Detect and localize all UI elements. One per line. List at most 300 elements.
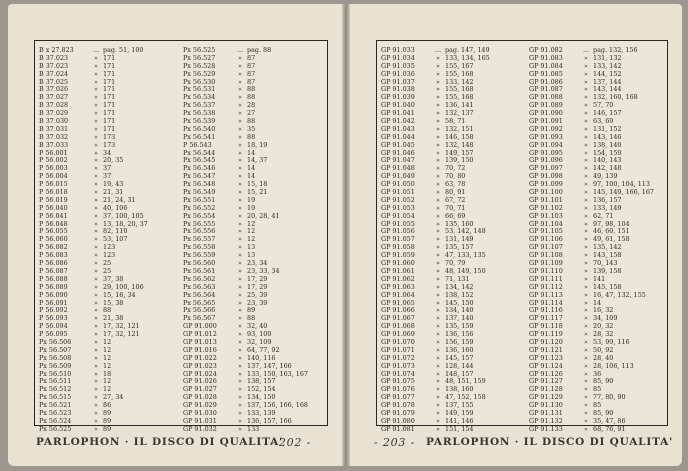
page-references: 138, 152 <box>445 290 474 299</box>
record-code: GP 91.063 <box>381 282 415 291</box>
separator: » <box>584 401 588 410</box>
page-references: 28, 40 <box>593 353 614 362</box>
separator: » <box>238 377 242 386</box>
page-references: 14 <box>247 164 256 173</box>
page-references: 88 <box>247 85 256 94</box>
page-references: 123 <box>103 243 116 252</box>
separator: » <box>436 290 440 299</box>
record-code: GP 91.037 <box>381 77 415 86</box>
record-code: GP 91.130 <box>529 401 563 410</box>
record-code: GP 91.111 <box>529 274 563 283</box>
separator: » <box>584 243 588 252</box>
page-references: 137, 140 <box>445 314 474 323</box>
page-references: 18, 19 <box>247 140 268 149</box>
page-references: 70, 72 <box>445 164 466 173</box>
page-references: 138, 157 <box>247 377 276 386</box>
page-references: 85, 90 <box>593 408 614 417</box>
record-code: P 56.003 <box>39 164 68 173</box>
index-entry <box>381 426 521 434</box>
page-references: 27, 34 <box>103 393 124 402</box>
record-code: GP 91.133 <box>529 424 563 433</box>
page-references: 142, 148 <box>593 164 622 173</box>
page-references: 28, 32 <box>593 330 614 339</box>
separator: » <box>94 195 98 204</box>
separator: » <box>584 408 588 417</box>
record-code: Px 56.563 <box>183 282 216 291</box>
page-references: pag. 88 <box>247 46 272 54</box>
page-references: 138, 140 <box>593 140 622 149</box>
record-code: GP 91.094 <box>529 140 563 149</box>
separator: » <box>436 77 440 86</box>
record-code: GP 91.124 <box>529 361 563 370</box>
page-references: 132, 160, 168 <box>593 93 638 102</box>
page-references: 133, 142 <box>445 77 474 86</box>
page-references: 19, 43 <box>103 180 124 189</box>
page-number: - 202 - <box>270 436 312 449</box>
record-code: P 56.090 <box>39 290 68 299</box>
separator: » <box>94 227 98 236</box>
record-code: Px 56.540 <box>183 124 216 133</box>
page-references: 146, 158 <box>445 132 474 141</box>
record-code: GP 91.027 <box>183 385 217 394</box>
record-code: GP 91.098 <box>529 172 563 181</box>
page-references: 36 <box>593 369 602 378</box>
record-code: GP 91.023 <box>183 361 217 370</box>
separator: » <box>94 306 98 315</box>
page-references: 49, 139 <box>593 172 618 181</box>
record-code: Px 56.556 <box>183 227 216 236</box>
record-code: GP 91.055 <box>381 219 415 228</box>
record-code: B 37.029 <box>39 109 69 118</box>
record-code: B 37.023 <box>39 53 69 62</box>
record-code: Px 56.547 <box>183 172 216 181</box>
page-references: 13 <box>247 251 256 260</box>
separator: » <box>436 148 440 157</box>
separator: » <box>94 109 98 118</box>
record-code: GP 91.120 <box>529 337 563 346</box>
page-references: 97, 100, 104, 113 <box>593 180 650 189</box>
page-references: 132, 137 <box>445 109 474 118</box>
record-code: GP 91.096 <box>529 156 563 165</box>
page-references: 53, 142, 148 <box>445 227 486 236</box>
separator: » <box>584 377 588 386</box>
record-code: GP 91.077 <box>381 393 415 402</box>
record-code: Px 56.557 <box>183 235 216 244</box>
separator: » <box>436 251 440 260</box>
separator: » <box>584 124 588 133</box>
page-references: 154, 159 <box>593 148 622 157</box>
record-code: B 37.025 <box>39 77 69 86</box>
page-references: 171 <box>103 124 116 133</box>
separator: » <box>436 306 440 315</box>
separator: » <box>436 274 440 283</box>
page-references: 88 <box>247 93 256 102</box>
record-code: GP 91.097 <box>529 164 563 173</box>
record-code: Px 56.539 <box>183 117 216 126</box>
page-references: 25, 39 <box>247 290 268 299</box>
separator: » <box>238 337 242 346</box>
page-references: 171 <box>103 85 116 94</box>
page-references: 155, 168 <box>445 93 474 102</box>
page-references: 137, 147, 166 <box>247 361 292 370</box>
separator: » <box>238 298 242 307</box>
separator: » <box>436 385 440 394</box>
record-code: GP 91.054 <box>381 211 415 220</box>
record-code: GP 91.062 <box>381 274 415 283</box>
separator: » <box>584 148 588 157</box>
separator: ... <box>434 46 442 54</box>
record-code: GP 91.048 <box>381 164 415 173</box>
record-code: Px 56.567 <box>183 314 216 323</box>
record-code: B 37.027 <box>39 93 69 102</box>
record-code: GP 91.084 <box>529 61 563 70</box>
record-code: GP 91.029 <box>183 401 217 410</box>
separator: » <box>238 109 242 118</box>
separator: ... <box>92 46 100 54</box>
record-code: GP 91.071 <box>381 345 415 354</box>
page-references: 156, 159 <box>445 337 474 346</box>
page-references: 85 <box>593 385 602 394</box>
separator: » <box>584 385 588 394</box>
record-code: Px 56.551 <box>183 195 216 204</box>
record-code: Px 56.510 <box>39 369 72 378</box>
record-code: Px 56.527 <box>183 53 216 62</box>
page-references: 143, 144 <box>593 85 622 94</box>
page-references: 171 <box>103 69 116 78</box>
page-references: 15, 18 <box>247 180 268 189</box>
separator: » <box>94 377 98 386</box>
page-references: 135, 157 <box>445 243 474 252</box>
separator: » <box>238 77 242 86</box>
separator: » <box>436 211 440 220</box>
record-code: GP 91.114 <box>529 298 563 307</box>
record-code: GP 91.106 <box>529 235 563 244</box>
page-references: 66, 69 <box>445 211 466 220</box>
record-code: GP 91.091 <box>529 117 563 126</box>
page-references: 149, 159 <box>445 408 474 417</box>
separator: » <box>238 424 242 433</box>
record-code: GP 91.053 <box>381 203 415 212</box>
record-code: GP 91.061 <box>381 266 415 275</box>
page-references: 32, 40 <box>247 322 268 331</box>
record-code: GP 91.041 <box>381 109 415 118</box>
separator: » <box>584 314 588 323</box>
record-code: B 37.032 <box>39 132 69 141</box>
page-references: 12 <box>103 361 112 370</box>
record-code: GP 91.058 <box>381 243 415 252</box>
page-references: 14, 37 <box>247 156 268 165</box>
page-references: 138, 160 <box>445 385 474 394</box>
page-references: 131, 132 <box>593 53 622 62</box>
page-references: 131, 152 <box>593 124 622 133</box>
left-page <box>8 4 342 466</box>
record-code: GP 91.092 <box>529 124 563 133</box>
separator: » <box>436 203 440 212</box>
page-references: 136, 157 <box>593 195 622 204</box>
separator: » <box>94 282 98 291</box>
separator: » <box>238 322 242 331</box>
record-code: Px 56.523 <box>39 408 72 417</box>
page-references: 12 <box>103 377 112 386</box>
page-references: 88 <box>103 306 112 315</box>
record-code: Px 56.545 <box>183 156 216 165</box>
record-code: GP 91.050 <box>381 180 415 189</box>
page-references: 47, 152, 158 <box>445 393 486 402</box>
record-code: GP 91.132 <box>529 416 563 425</box>
record-code: Px 56.546 <box>183 164 216 173</box>
separator: » <box>94 140 98 149</box>
page-references: 47, 133, 135 <box>445 251 486 260</box>
separator: » <box>584 195 588 204</box>
separator: » <box>238 282 242 291</box>
page-references: 23, 39 <box>247 298 268 307</box>
separator: » <box>94 164 98 173</box>
page-references: 155, 167 <box>445 61 474 70</box>
separator: » <box>584 164 588 173</box>
separator: » <box>584 227 588 236</box>
record-code: P 56.040 <box>39 203 68 212</box>
page-references: 87 <box>247 77 256 86</box>
page-references: 37 <box>103 164 112 173</box>
record-code: Px 56.525 <box>39 424 72 433</box>
page-references: 67, 72 <box>445 195 466 204</box>
record-code: GP 91.031 <box>183 416 217 425</box>
page-references: 133 <box>247 424 260 433</box>
record-code: GP 91.060 <box>381 259 415 268</box>
index-column <box>39 47 179 434</box>
separator: » <box>94 337 98 346</box>
page-references: 89 <box>103 416 112 425</box>
page-references: 19 <box>247 195 256 204</box>
page-references: 12 <box>247 219 256 228</box>
separator: » <box>94 369 98 378</box>
page-references: 46, 60, 151 <box>593 227 630 236</box>
page-references: 14 <box>247 148 256 157</box>
page-references: 135, 142 <box>593 243 622 252</box>
separator: » <box>436 361 440 370</box>
page-references: 123 <box>103 251 116 260</box>
separator: » <box>94 219 98 228</box>
page-references: 21, 38 <box>103 314 124 323</box>
separator: » <box>238 401 242 410</box>
page-references: 134, 142 <box>445 282 474 291</box>
separator: » <box>584 337 588 346</box>
record-code: GP 91.049 <box>381 172 415 181</box>
record-code: GP 91.013 <box>183 337 217 346</box>
page-references: 58, 71 <box>445 117 466 126</box>
record-code: Px 56.511 <box>39 377 72 386</box>
separator: » <box>238 235 242 244</box>
record-code: Px 56.528 <box>183 61 216 70</box>
page-references: 34 <box>103 148 112 157</box>
separator: » <box>94 416 98 425</box>
separator: » <box>94 235 98 244</box>
record-code: Px 56.548 <box>183 180 216 189</box>
record-code: GP 91.051 <box>381 188 415 197</box>
separator: » <box>436 330 440 339</box>
record-code: GP 91.109 <box>529 259 563 268</box>
separator: » <box>584 140 588 149</box>
page-references: 135, 160 <box>445 219 474 228</box>
separator: » <box>584 77 588 86</box>
page-references: 82, 110 <box>103 227 128 236</box>
page-references: 48, 149, 150 <box>445 266 486 275</box>
record-code: GP 91.119 <box>529 330 563 339</box>
separator: ... <box>582 46 590 54</box>
separator: » <box>584 211 588 220</box>
page-references: 136, 156 <box>445 330 474 339</box>
page-references: 97, 98, 104 <box>593 219 630 228</box>
separator: » <box>238 180 242 189</box>
page-references: 171 <box>103 109 116 118</box>
separator: » <box>436 61 440 70</box>
record-code: GP 91.123 <box>529 353 563 362</box>
separator: » <box>436 259 440 268</box>
separator: » <box>436 164 440 173</box>
separator: » <box>584 251 588 260</box>
separator: » <box>94 251 98 260</box>
page-references: 155, 168 <box>445 85 474 94</box>
record-code: GP 91.117 <box>529 314 563 323</box>
page-references: 88 <box>247 132 256 141</box>
page-references: 15, 18, 34 <box>103 290 136 299</box>
record-code: GP 91.101 <box>529 195 563 204</box>
record-code: Px 56.515 <box>39 393 72 402</box>
separator: » <box>584 93 588 102</box>
page-references: 87 <box>247 53 256 62</box>
separator: » <box>238 101 242 110</box>
page-references: 20, 32 <box>593 322 614 331</box>
page-references: 143, 158 <box>593 251 622 260</box>
page-references: 149, 157 <box>445 148 474 157</box>
separator: » <box>238 203 242 212</box>
record-code: GP 91.113 <box>529 290 563 299</box>
record-code: GP 91.086 <box>529 77 563 86</box>
page-references: 141 <box>593 274 606 283</box>
record-code: GP 91.039 <box>381 93 415 102</box>
record-code: GP 91.110 <box>529 266 563 275</box>
separator: » <box>238 393 242 402</box>
separator: » <box>94 330 98 339</box>
page-references: 70, 143 <box>593 259 618 268</box>
record-code: GP 91.038 <box>381 85 415 94</box>
record-code: Px 56.525 <box>183 46 216 54</box>
page-references: 155, 168 <box>445 69 474 78</box>
page-references: 88 <box>247 314 256 323</box>
page-references: 139, 150 <box>445 156 474 165</box>
record-code: P 56.004 <box>39 172 68 181</box>
separator: » <box>584 259 588 268</box>
record-code: GP 91.034 <box>381 53 415 62</box>
record-code: P 56.001 <box>39 148 68 157</box>
page-references: 89 <box>103 408 112 417</box>
page-references: 12 <box>247 227 256 236</box>
separator: » <box>436 401 440 410</box>
separator: » <box>436 282 440 291</box>
page-references: 89 <box>103 424 112 433</box>
separator: » <box>94 101 98 110</box>
record-code: P 56.087 <box>39 266 68 275</box>
separator: » <box>584 416 588 425</box>
record-code: GP 91.078 <box>381 401 415 410</box>
page-references: 148, 157 <box>445 369 474 378</box>
record-code: B 37.033 <box>39 140 69 149</box>
page-references: 25 <box>103 259 112 268</box>
separator: » <box>436 369 440 378</box>
page-footer-title: PARLOPHON · IL DISCO DI QUALITA' <box>426 436 674 448</box>
record-code: GP 91.108 <box>529 251 563 260</box>
separator: » <box>238 93 242 102</box>
right-page <box>350 4 682 466</box>
record-code: GP 91.083 <box>529 53 563 62</box>
record-code: Px 56.559 <box>183 251 216 260</box>
record-code: GP 91.131 <box>529 408 563 417</box>
separator: » <box>436 416 440 425</box>
separator: » <box>436 408 440 417</box>
page-references: 171 <box>103 53 116 62</box>
record-code: Px 56.507 <box>39 345 72 354</box>
page-references: 131, 149 <box>445 235 474 244</box>
book-gutter <box>342 4 350 466</box>
separator: » <box>238 361 242 370</box>
page-references: 64, 77, 92 <box>247 345 280 354</box>
record-code: GP 91.088 <box>529 93 563 102</box>
index-entry <box>183 426 323 434</box>
record-code: GP 91.074 <box>381 369 415 378</box>
page-references: 53, 99, 116 <box>593 337 630 346</box>
separator: » <box>436 314 440 323</box>
separator: » <box>94 393 98 402</box>
record-code: P 56.019 <box>39 195 68 204</box>
separator: » <box>238 53 242 62</box>
record-code: GP 91.100 <box>529 188 563 197</box>
record-code: GP 91.082 <box>529 46 563 54</box>
record-code: Px 56.566 <box>183 306 216 315</box>
page-references: 20, 28, 41 <box>247 211 280 220</box>
record-code: Px 56.564 <box>183 290 216 299</box>
separator: » <box>436 101 440 110</box>
separator: » <box>238 124 242 133</box>
record-code: GP 91.080 <box>381 416 415 425</box>
separator: » <box>238 330 242 339</box>
index-entry <box>39 426 179 434</box>
record-code: Px 56.544 <box>183 148 216 157</box>
record-code: GP 91.044 <box>381 132 415 141</box>
index-column <box>529 47 669 434</box>
page-references: 16, 47, 132, 155 <box>593 290 646 299</box>
separator: » <box>436 227 440 236</box>
page-references: 135, 159 <box>445 322 474 331</box>
separator: » <box>436 243 440 252</box>
record-code: P 56.083 <box>39 251 68 260</box>
separator: » <box>94 408 98 417</box>
page-number: - 203 - <box>374 436 416 449</box>
page-references: 37 <box>103 172 112 181</box>
separator: » <box>94 53 98 62</box>
separator: » <box>94 211 98 220</box>
separator: » <box>94 156 98 165</box>
record-code: GP 91.033 <box>381 46 415 54</box>
separator: » <box>94 353 98 362</box>
separator: » <box>238 188 242 197</box>
separator: » <box>584 180 588 189</box>
page-references: 12 <box>247 235 256 244</box>
page-references: 48, 151, 159 <box>445 377 486 386</box>
separator: » <box>584 369 588 378</box>
page-references: 70, 71 <box>445 203 466 212</box>
page-references: 137, 156, 166, 168 <box>247 401 308 410</box>
separator: » <box>94 93 98 102</box>
